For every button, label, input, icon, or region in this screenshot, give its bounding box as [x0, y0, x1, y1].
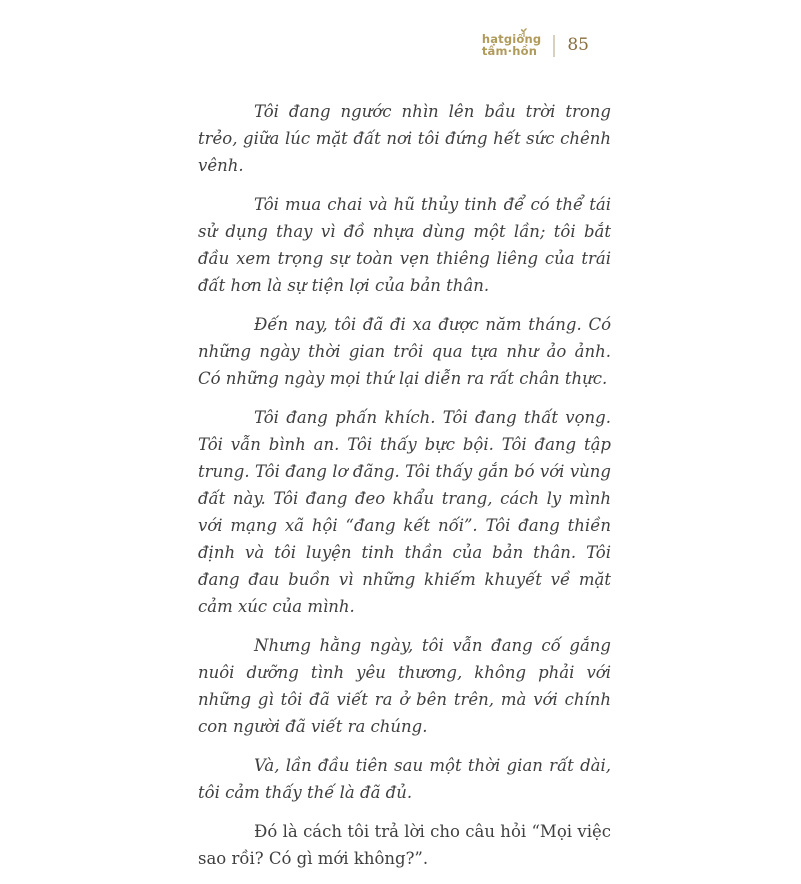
paragraph: Tôi đang phấn khích. Tôi đang thất vọng. Tôi vẫn bình an. Tôi thấy bực bội. Tôi đang tập trung. Tôi đang lơ đãng. Tôi thấy gắn bó với vùng đất này. Tôi đang đeo khẩu trang, cách ly mình với mạng xã hội “đang kết nối”. Tôi đang thiền định và tôi luyện tinh thần của bản thân. Tôi đang đau buồn vì những khiếm khuyết về mặt cảm xúc của mình.: [198, 408, 611, 616]
logo-line1: hạtgiống: [481, 32, 542, 46]
paragraph: Đó là cách tôi trả lời cho câu hỏi “Mọi việc sao rồi? Có gì mới không?”.: [198, 822, 611, 868]
publisher-logo: [482, 34, 542, 57]
paragraph: Tôi đang ngước nhìn lên bầu trời trong trẻo, giữa lúc mặt đất nơi tôi đứng hết sức chênh vênh.: [198, 102, 611, 175]
paragraph: Tôi mua chai và hũ thủy tinh để có thể tái sử dụng thay vì đồ nhựa dùng một lần; tôi bắt đầu xem trọng sự toàn vẹn thiêng liêng của trái đất hơn là sự tiện lợi của bản thân.: [198, 195, 611, 295]
text-block: [198, 98, 611, 884]
paragraph: Nhưng hằng ngày, tôi vẫn đang cố gắng nuôi dưỡng tình yêu thương, không phải với những gì tôi đã viết ra ở bên trên, mà với chính con người đã viết ra chúng.: [198, 636, 611, 736]
logo-line2: tâm·hồn: [481, 43, 538, 58]
paragraph: Đến nay, tôi đã đi xa được năm tháng. Có những ngày thời gian trôi qua tựa như ảo ảnh. Có những ngày mọi thứ lại diễn ra rất chân thực.: [198, 315, 611, 388]
paragraph: Và, lần đầu tiên sau một thời gian rất dài, tôi cảm thấy thế là đã đủ.: [198, 756, 611, 802]
page-header: [482, 34, 589, 57]
header-divider: [553, 35, 555, 57]
sprout-icon: [518, 27, 530, 37]
page-number: 85: [567, 35, 589, 55]
